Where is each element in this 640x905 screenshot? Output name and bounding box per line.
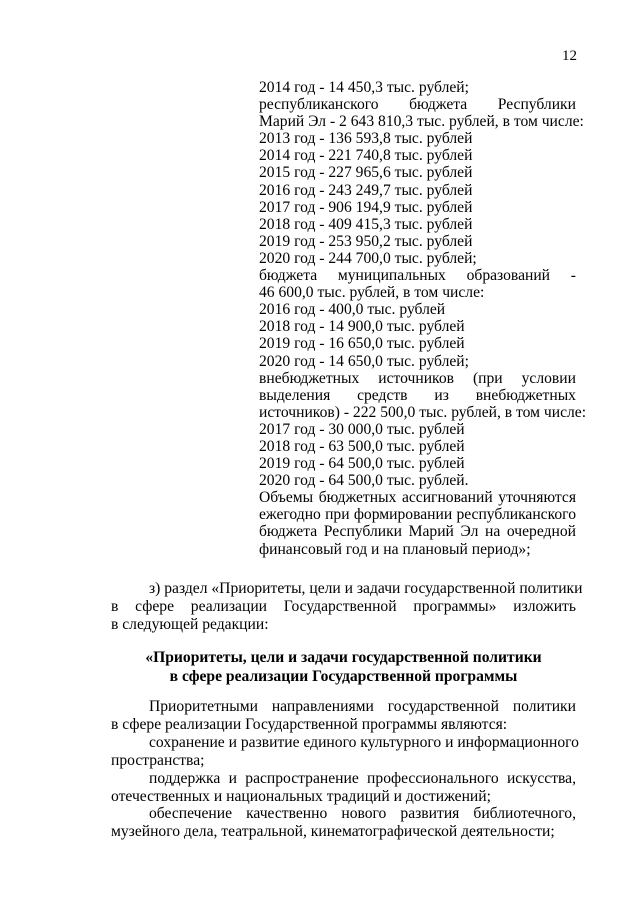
priority-item-line: обеспечение качественно нового развития библиотечного, [149, 805, 576, 823]
extra-budget-total: источников) - 222 500,0 тыс. рублей, в том числе: [259, 403, 587, 421]
section-z-line: в сфере реализации Государственной программы» изложить [111, 597, 576, 615]
year-line: 2020 год - 244 700,0 тыс. рублей; [259, 249, 477, 267]
priority-intro-line: Приоритетными направлениями государственной политики [149, 698, 576, 715]
priority-item-line: музейного дела, театральной, кинематографической деятельности; [111, 823, 555, 841]
municipal-budget-total: 46 600,0 тыс. рублей, в том числе: [259, 284, 485, 302]
extra-budget-heading: внебюджетных источников (при условии [259, 369, 576, 387]
municipal-budget-heading: бюджета муниципальных образований - [259, 267, 576, 285]
republic-budget-years [259, 130, 576, 267]
priority-item-line: отечественных и национальных традиций и достижений; [111, 787, 491, 805]
priorities-paragraphs [111, 698, 579, 841]
note-last-line: финансовый год и на плановый период»; [259, 540, 531, 558]
year-line: 2016 год - 243 249,7 тыс. рублей [259, 181, 473, 199]
section-z-paragraph [111, 580, 583, 634]
note-line: ежегодно при формировании республиканского [259, 506, 576, 524]
year-line: 2014 год - 221 740,8 тыс. рублей [259, 147, 473, 165]
heading-line: «Приоритеты, цели и задачи государственной политики [145, 649, 542, 666]
republic-budget-heading: республиканского бюджета Республики [259, 96, 576, 114]
budget-line-2014: 2014 год - 14 450,3 тыс. рублей; [259, 79, 469, 96]
note-line: бюджета Республики Марий Эл на очередной [259, 523, 576, 541]
year-line: 2018 год - 63 500,0 тыс. рублей [259, 437, 465, 455]
year-line: 2017 год - 906 194,9 тыс. рублей [259, 198, 473, 216]
year-line: 2013 год - 136 593,8 тыс. рублей [259, 130, 473, 148]
priority-item-line: сохранение и развитие единого культурного и информационного [149, 733, 579, 751]
year-line: 2018 год - 409 415,3 тыс. рублей [259, 215, 473, 233]
priority-intro-line: в сфере реализации Государственной программы являются: [111, 715, 508, 733]
note-line: Объемы бюджетных ассигнований уточняются [259, 489, 576, 507]
section-heading [111, 648, 576, 686]
budget-block [259, 79, 587, 558]
year-line: 2019 год - 16 650,0 тыс. рублей [259, 335, 465, 353]
section-z-line: з) раздел «Приоритеты, цели и задачи государственной политики [149, 580, 583, 597]
priority-item-line: пространства; [111, 751, 205, 769]
section-z-line: в следующей редакции: [111, 615, 269, 633]
year-line: 2020 год - 64 500,0 тыс. рублей. [259, 472, 469, 490]
page-number: 12 [562, 48, 577, 64]
republic-budget-total: Марий Эл - 2 643 810,3 тыс. рублей, в том числе: [259, 113, 584, 131]
year-line: 2020 год - 14 650,0 тыс. рублей; [259, 352, 469, 370]
heading-line: в сфере реализации Государственной программы [169, 668, 518, 685]
year-line: 2017 год - 30 000,0 тыс. рублей [259, 420, 465, 438]
year-line: 2018 год - 14 900,0 тыс. рублей [259, 318, 465, 336]
extra-budget-heading-2: выделения средств из внебюджетных [259, 386, 576, 404]
year-line: 2015 год - 227 965,6 тыс. рублей [259, 164, 473, 182]
extra-budget-years [259, 421, 576, 489]
priority-item-line: поддержка и распространение профессионального искусства, [149, 769, 576, 787]
municipal-budget-years [259, 301, 576, 369]
year-line: 2019 год - 253 950,2 тыс. рублей [259, 232, 473, 250]
year-line: 2019 год - 64 500,0 тыс. рублей [259, 455, 465, 473]
year-line: 2016 год - 400,0 тыс. рублей [259, 301, 446, 319]
